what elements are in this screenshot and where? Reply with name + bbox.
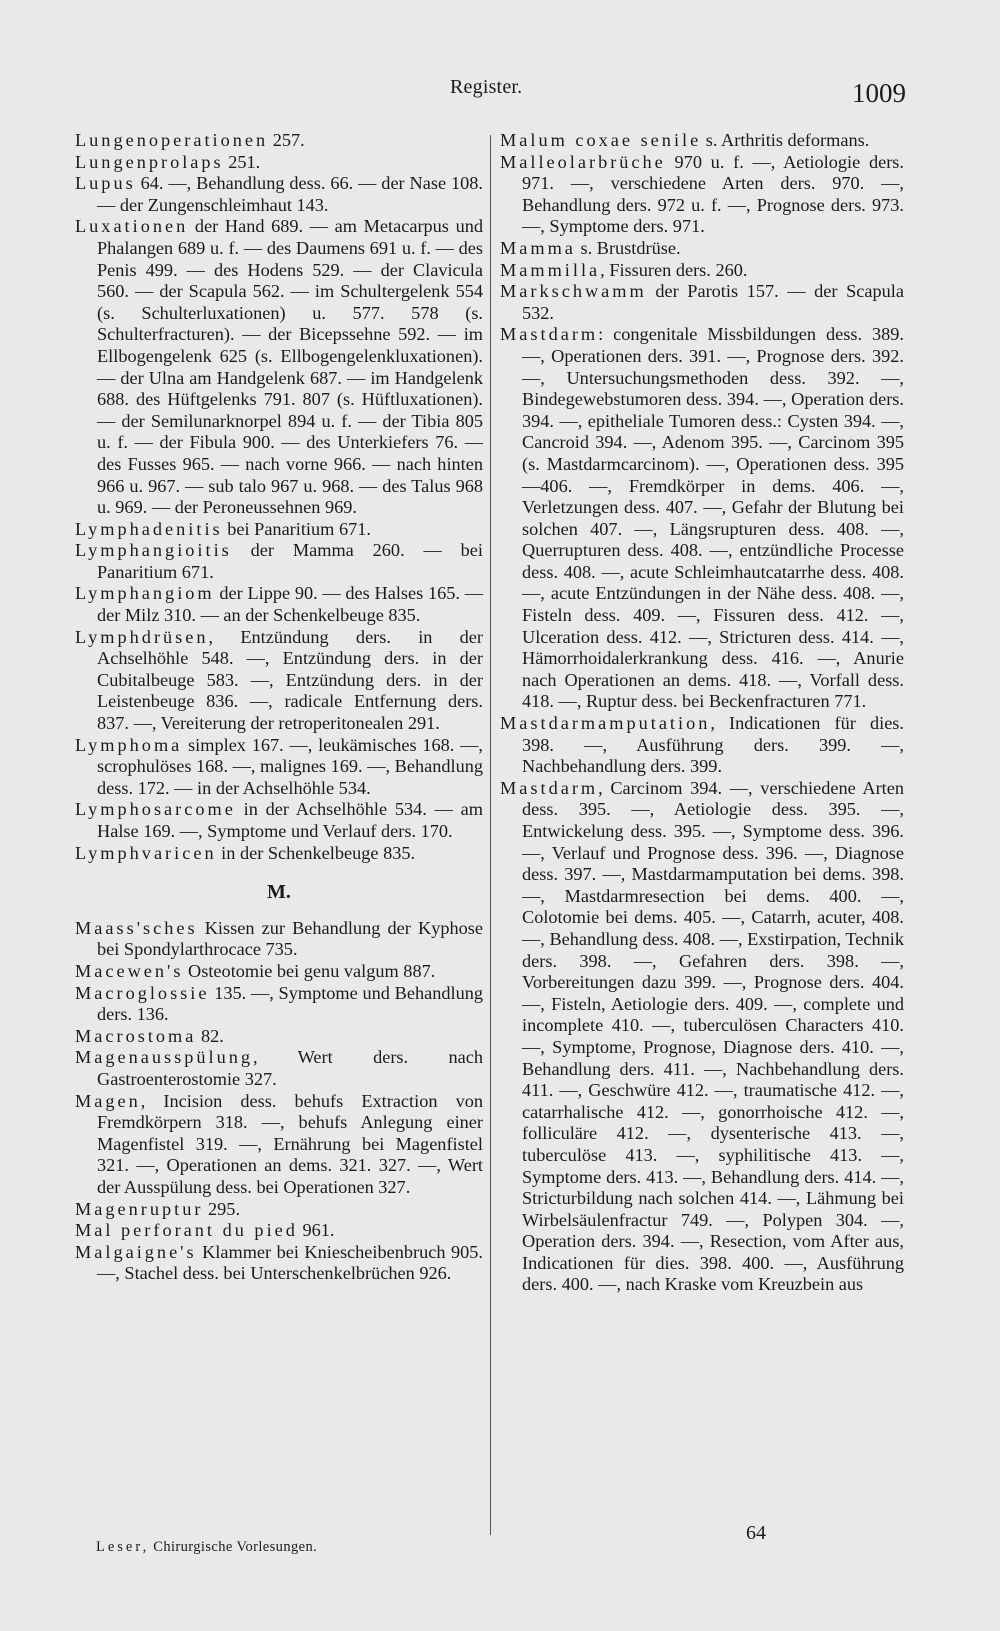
index-entry [500,130,904,152]
index-keyword: Lymphvaricen [75,842,217,863]
index-keyword: Mammilla [500,259,601,280]
column-divider [490,135,491,1535]
index-entry [75,540,483,583]
index-references: , Indicationen für dies. 398. —, Ausführung ders. 399. —, Nachbehandlung ders. 399. [522,713,904,777]
index-keyword: Lymphosarcome [75,799,236,820]
index-keyword: Mastdarm [500,324,599,345]
index-keyword: Luxationen [75,216,189,237]
section-letter-heading: M. [267,881,291,904]
index-references: simplex 167. —, leukämisches 168. —, scrophulöses 168. —, malignes 169. —, Behandlung dess. 172. — in der Achselhöhle 534. [97,734,483,798]
index-keyword: Mastdarmamputation [500,713,711,734]
index-references: 135. —, Symptome und Behandlung ders. 136. [97,982,483,1025]
index-references: 257. [268,130,305,150]
index-references: Klammer bei Kniescheibenbruch 905. —, Stachel dess. bei Unterschenkelbrüchen 926. [97,1241,483,1284]
index-entry [75,519,483,541]
index-references: bei Panaritium 671. [222,518,371,539]
index-entry [75,627,483,735]
sheet-number: 64 [746,1522,766,1544]
index-keyword: Malleolarbrüche [500,151,666,172]
index-references: in der Achselhöhle 534. — am Halse 169. —, Symptome und Verlauf ders. 170. [97,799,483,841]
index-references: , Incision dess. behufs Extraction von Fremdkörpern 318. —, behufs Anlegung einer Magenfistel 319. —, Ernährung bei Magenfistel 321. —, Operationen an dems. 321. 327. —, Wert der Ausspülung dess. bei Operationen 327. [97,1090,483,1197]
index-references: s. Arthritis deformans. [701,130,870,150]
index-keyword: Lupus [75,173,136,194]
left-entry-list [75,130,483,864]
index-references: 970 u. f. —, Aetiologie ders. 971. —, verschiedene Arten ders. 970. —, Behandlung ders. 972 u. f. —, Prognose ders. 973. —, Symptome ders. 971. [522,151,904,237]
index-entry [75,918,483,961]
index-entry [500,238,904,260]
index-entry [500,713,904,778]
index-entry [75,1199,483,1221]
index-references: 82. [196,1025,224,1046]
index-entry [75,152,483,174]
index-entry [500,324,904,713]
index-entry [75,1220,483,1242]
index-keyword: Mamma [500,237,576,258]
index-entry [500,260,904,282]
right-entry-list [500,130,904,1296]
signature-book-title: Chirurgische Vorlesungen. [153,1539,318,1555]
index-keyword: Lymphadenitis [75,518,223,539]
index-references: der Mamma 260. — bei Panaritium 671. [97,540,483,582]
index-keyword: Maass'sches [75,917,198,938]
index-references: , Carcinom 394. —, verschiedene Arten dess. 395. —, Aetiologie dess. 395. —, Entwickelung dess. 395. —, Symptome dess. 396. —, Verlauf und Prognose dess. 396. —, Diagnose dess. 397. —, Mastdarmamputation bei dems. 398. —, Mastdarmresection bei dems. 400. —, Colotomie bei dems. 405. —, Catarrh, acuter, 408. —, Behandlung dess. 408. —, Exstirpation, Technik ders. 398. —, Gefahren ders. 398. —, Vorbereitungen dazu 399. —, Prognose ders. 404. —, Fisteln, Aetiologie ders. 409. —, complete und incomplete 410. —, tuberculösen Characters 410. —, Symptome, Prognose, Diagnose ders. 410. —, Behandlung ders. 411. —, Nachbehandlung ders. 411. —, Geschwüre 412. —, traumatische 412. —, catarrhalische 412. —, gonorrhoische 412. —, folliculäre 412. —, dysenterische 413. —, tuberculöse 413. —, syphilitische 413. —, Symptome ders. 413. —, Behandlung ders. 414. —, Stricturbildung nach solchen 414. —, Lähmung bei Wirbelsäulenfractur 749. —, Polypen 304. —, Operation ders. 394. —, Resection, vom After aus, Indicationen für dies. 398. 400. —, Ausführung ders. 400. —, nach Kraske vom Kreuzbein aus [522,777,904,1295]
index-keyword: Markschwamm [500,281,647,302]
index-references: in der Schenkelbeuge 835. [216,842,416,863]
left-entry-list-m [75,918,483,1285]
index-references: , Entzündung ders. in der Achselhöhle 548. —, Entzündung ders. in der Cubitalbeuge 583. —, Entzündung ders. in der Leistenbeuge 836. —, radicale Entfernung ders. 837. —, Vereiterung der retroperitonealen 291. [97,626,483,734]
index-references: , Wert ders. nach Gastroenterostomie 327. [97,1047,483,1089]
index-entry [75,843,483,865]
index-keyword: Magenausspülung [75,1047,254,1068]
index-entry [500,778,904,1296]
index-entry [75,1047,483,1090]
index-keyword: Lymphoma [75,734,183,755]
index-keyword: Malgaigne's [75,1241,197,1262]
index-references: Osteotomie bei genu valgum 887. [183,960,436,981]
page-number: 1009 [852,78,906,108]
index-keyword: Lungenprolaps [75,151,224,172]
index-keyword: Macewen's [75,960,184,981]
index-keyword: Lymphangiom [75,583,215,604]
index-entry [500,152,904,238]
index-entry [75,735,483,800]
index-entry [75,216,483,518]
index-entry [75,130,483,152]
index-keyword: Macrostoma [75,1025,197,1046]
index-references: der Hand 689. — am Metacarpus und Phalangen 689 u. f. — des Daumens 691 u. f. — des Penis 499. — des Hodens 529. — der Clavicula 560. — der Scapula 562. — im Schultergelenk 554 (s. Schulterluxationen) u. 577. 578 (s. Schulterfracturen). — der Bicepssehne 592. — im Ellbogengelenk 625 (s. Ellbogengelenkluxationen). — der Ulna am Handgelenk 687. — im Handgelenk 688. des Hüftgelenks 791. 807 (s. Hüftluxationen). — der Semilunarknorpel 894 u. f. — der Tibia 805 u. f. — der Fibula 900. — des Unterkiefers 76. — des Fusses 965. — nach vorne 966. — nach hinten 966 u. 967. — sub talo 967 u. 968. — des Talus 968 u. 969. — der Peroneussehnen 969. [97,216,483,518]
index-keyword: Lymphdrüsen [75,626,209,647]
index-entry [75,583,483,626]
right-column [500,130,904,1296]
printer-signature [96,1539,317,1556]
index-entry [75,1026,483,1048]
index-references: Kissen zur Behandlung der Kyphose bei Spondylarthrocace 735. [97,917,483,960]
index-keyword: Mal perforant du pied [75,1220,298,1241]
running-head: Register. [450,76,523,98]
index-references: 251. [223,151,261,172]
index-keyword: Mastdarm [500,777,599,798]
index-references: 64. —, Behandlung dess. 66. — der Nase 108. — der Zungenschleimhaut 143. [97,173,483,215]
index-keyword: Magen [75,1090,141,1111]
index-keyword: Lungenoperationen [75,130,269,150]
index-references: der Parotis 157. — der Scapula 532. [522,281,904,323]
index-entry [500,281,904,324]
index-references: , Fissuren ders. 260. [600,259,748,280]
index-entry [75,983,483,1026]
index-references: 295. [203,1198,241,1219]
index-references: s. Brustdrüse. [575,237,681,258]
left-column [75,130,483,1285]
index-references: der Lippe 90. — des Halses 165. — der Milz 310. — an der Schenkelbeuge 835. [97,583,483,626]
index-entry [75,961,483,983]
index-keyword: Lymphangioitis [75,540,232,561]
index-keyword: Malum coxae senile [500,130,702,150]
index-keyword: Macroglossie [75,982,210,1003]
index-references: 961. [297,1220,335,1241]
index-keyword: Magenruptur [75,1198,204,1219]
index-entry [75,173,483,216]
index-entry [75,1091,483,1199]
index-entry [75,1242,483,1285]
index-entry [75,799,483,842]
index-references: : congenitale Missbildungen dess. 389. —, Operationen ders. 391. —, Prognose ders. 392. —, Untersuchungsmethoden dess. 392. —, Bindegewebstumoren dess. 394. —, Operation ders. 394. —, epitheliale Tumoren dess.: Cysten 394. —, Cancroid 394. —, Adenom 395. —, Carcinom 395 (s. Mastdarmcarcinom). —, Operationen dess. 395—406. —, Fremdkörper in dems. 406. —, Verletzungen dess. 407. —, Gefahr der Blutung bei solchen 407. —, Längsrupturen dess. 408. —, Querrupturen dess. 408. —, entzündliche Processe dess. 408. —, acute Schleimhautcatarrhe dess. 408. —, acute Entzündungen in der Nähe dess. 408. —, Fisteln dess. 409. —, Fissuren dess. 412. —, Ulceration dess. 412. —, Stricturen dess. 414. —, Hämorrhoidalerkrankung dess. 416. —, Anurie nach Operationen an dems. 418. —, Vorfall dess. 418. —, Ruptur dess. bei Beckenfracturen 771. [522,324,904,712]
signature-author: Leser, [96,1539,150,1555]
